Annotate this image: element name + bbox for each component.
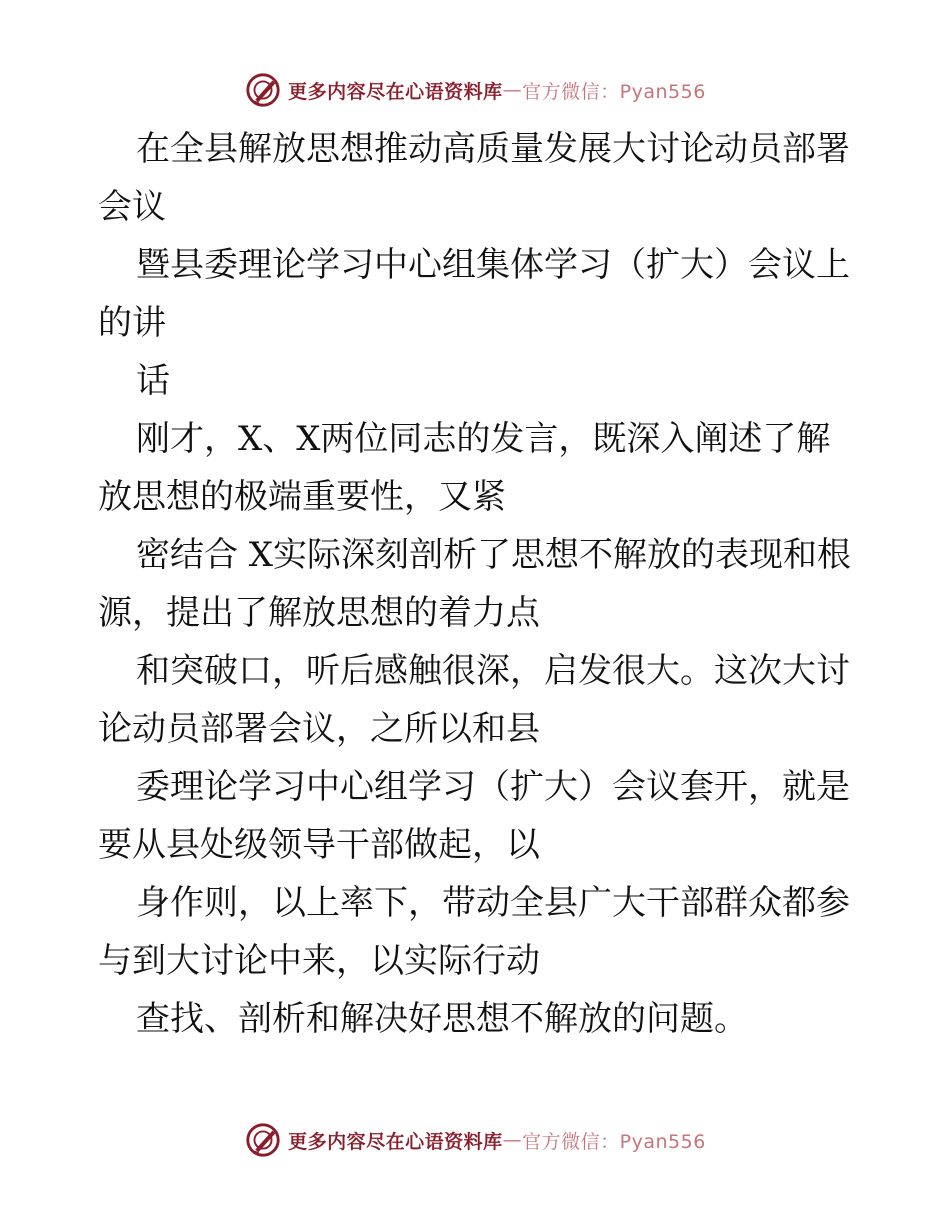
header-wechat-text: 官方微信：Pyan556 xyxy=(522,80,706,103)
body-paragraph: 委理论学习中心组学习（扩大）会议套开，就是要从县处级领导干部做起，以 xyxy=(98,767,850,865)
header-banner xyxy=(0,68,950,112)
brand-logo-icon xyxy=(244,71,282,109)
body-paragraph: 和突破口，听后感触很深，启发很大。这次大讨论动员部署会议，之所以和县 xyxy=(98,651,850,749)
brand-logo-icon xyxy=(244,1121,282,1159)
body-paragraph: 身作则，以上率下，带动全县广大干部群众都参与到大讨论中来，以实际行动 xyxy=(98,883,850,981)
footer-brand-text: 更多内容尽在心语资料库 xyxy=(288,1130,503,1153)
footer-banner xyxy=(0,1118,950,1162)
title-line-1: 在全县解放思想推动高质量发展大讨论动员部署会议 xyxy=(98,129,850,227)
footer-dash: — xyxy=(502,1129,523,1151)
footer-wechat-text: 官方微信：Pyan556 xyxy=(522,1130,706,1153)
header-dash: — xyxy=(502,79,523,101)
title-line-2: 暨县委理论学习中心组集体学习（扩大）会议上的讲 xyxy=(98,245,850,343)
body-paragraph: 密结合 X实际深刻剖析了思想不解放的表现和根源，提出了解放思想的着力点 xyxy=(98,535,852,633)
body-paragraph: 查找、剖析和解决好思想不解放的问题。 xyxy=(136,999,748,1039)
title-line-3: 话 xyxy=(136,361,170,401)
document-body xyxy=(98,120,858,1048)
header-brand-text: 更多内容尽在心语资料库 xyxy=(288,80,503,103)
body-paragraph: 刚才，X、X两位同志的发言，既深入阐述了解放思想的极端重要性，又紧 xyxy=(98,419,831,517)
